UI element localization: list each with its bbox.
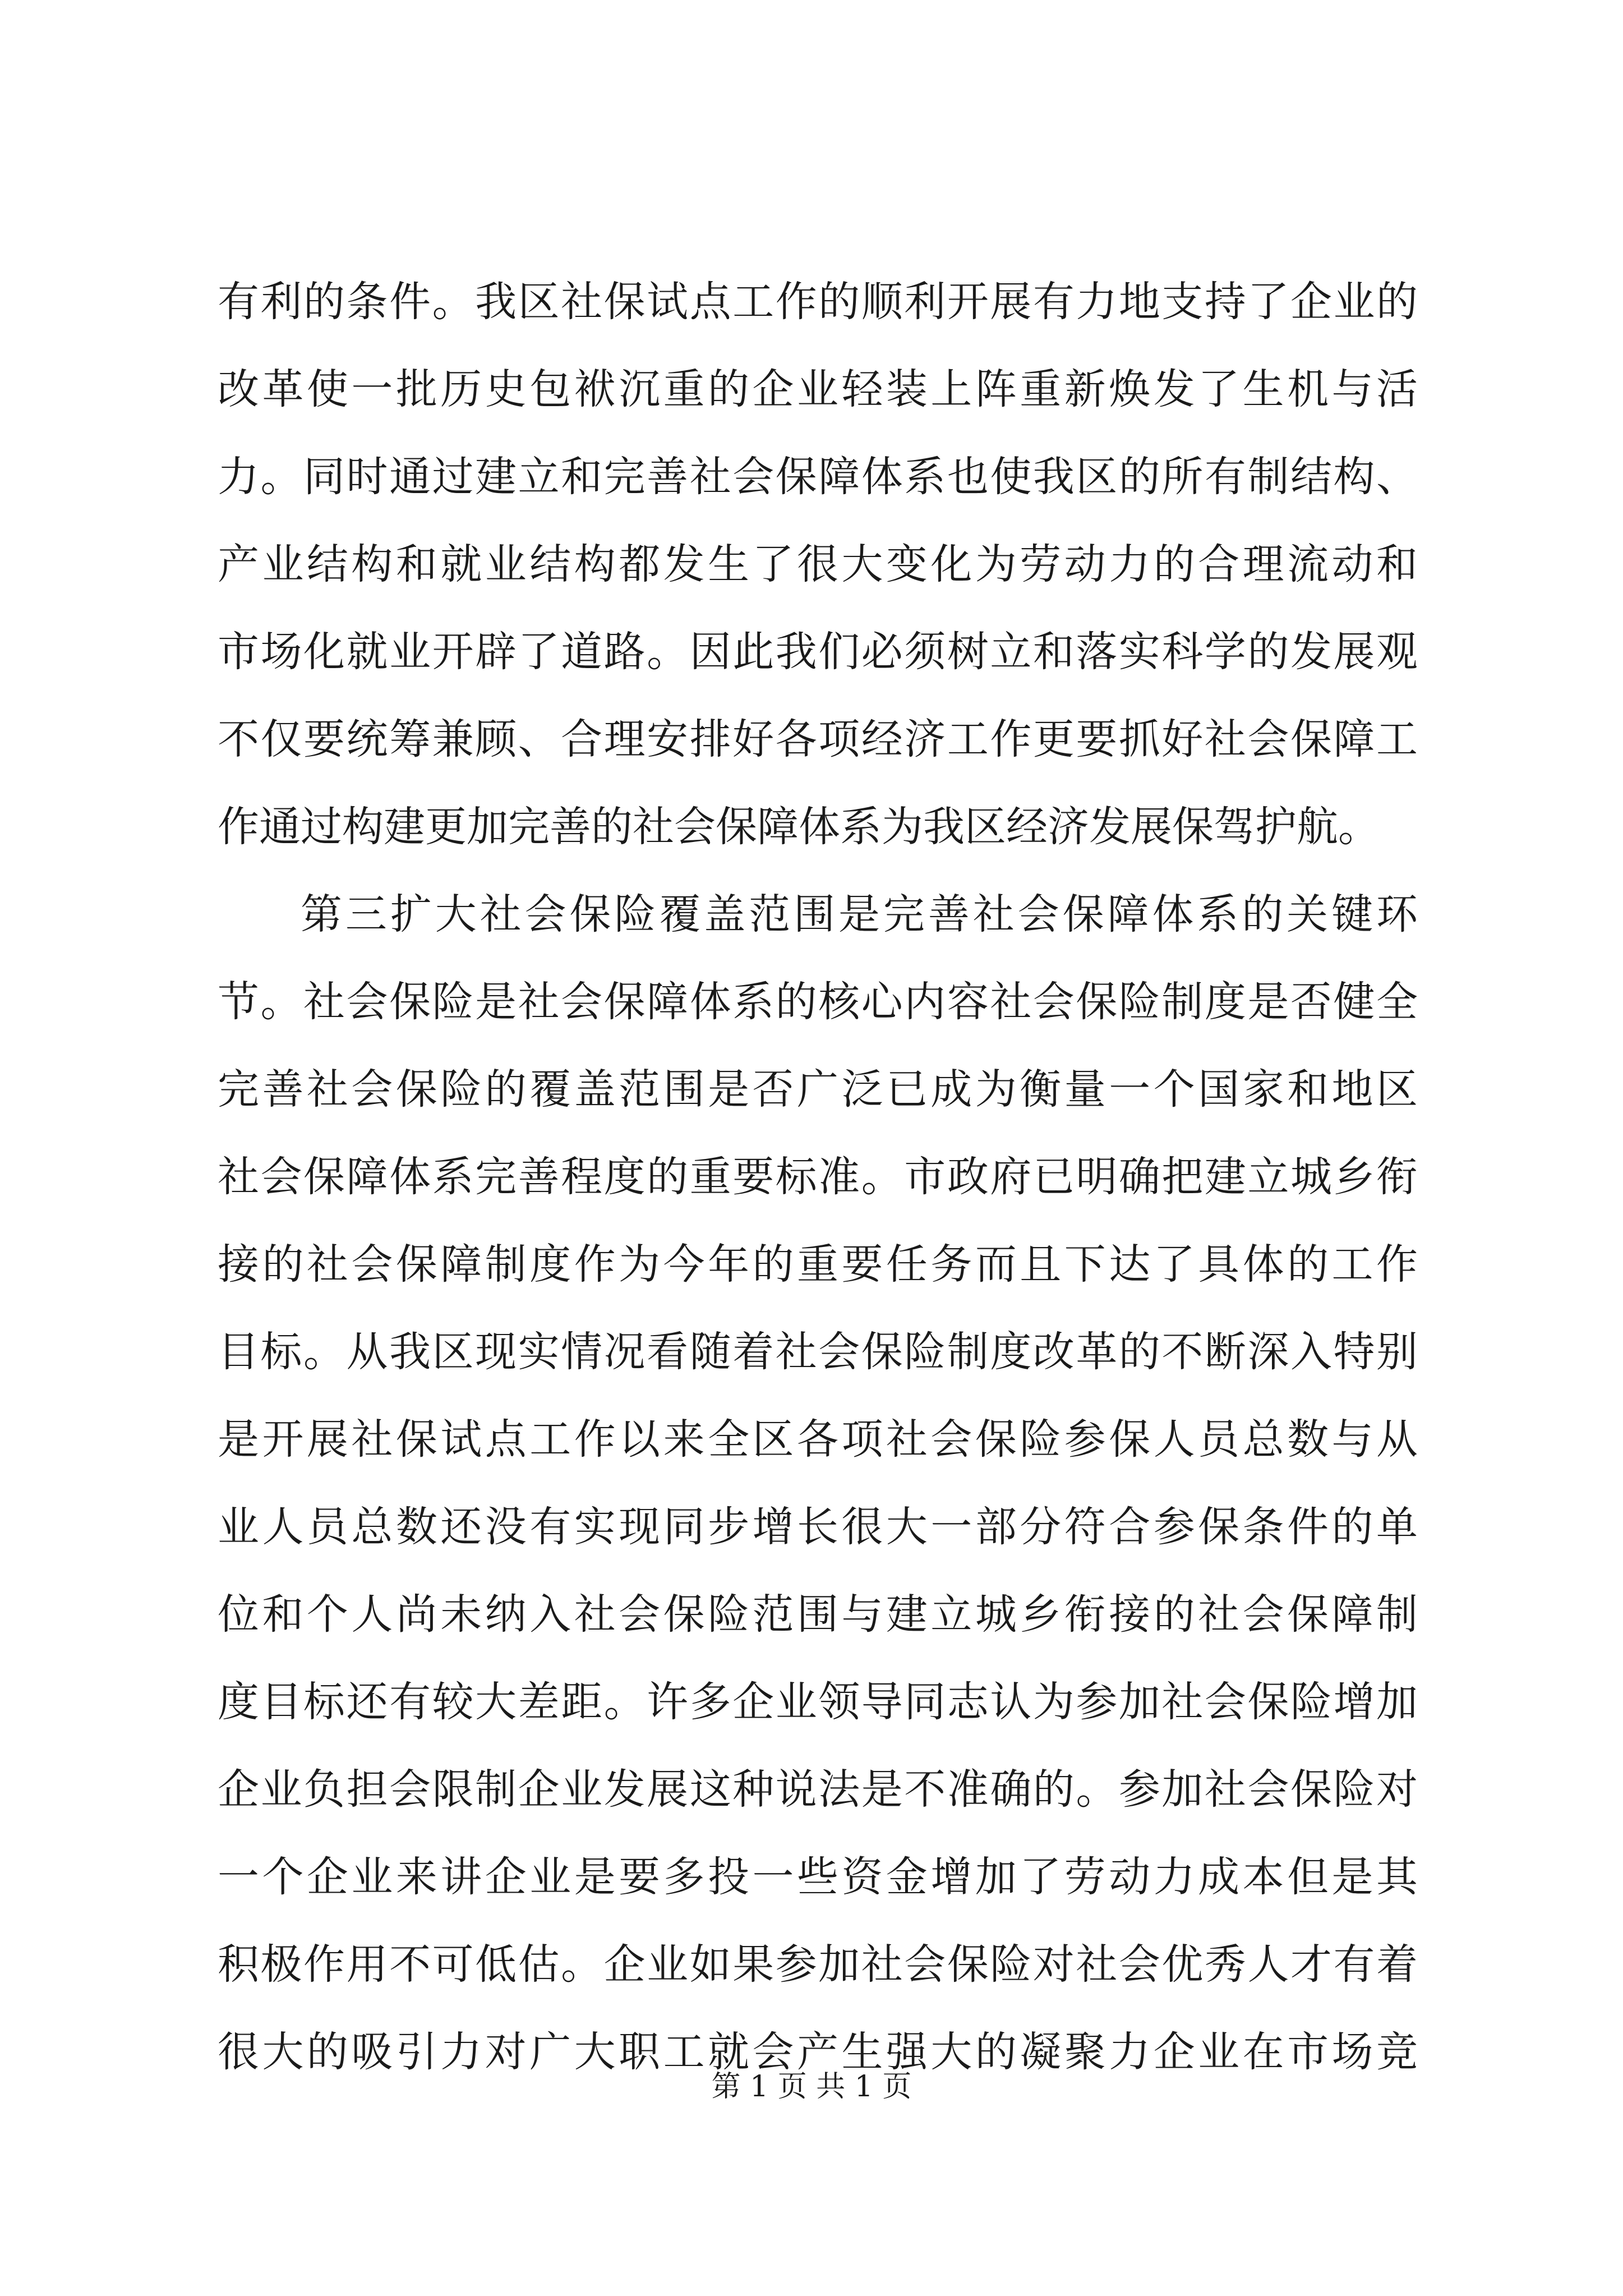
text-line: 社会保障体系完善程度的重要标准。市政府已明确把建立城乡衔 bbox=[218, 1153, 1418, 1201]
text-line: 积极作用不可低估。企业如果参加社会保险对社会优秀人才有着 bbox=[218, 1940, 1418, 1989]
text-line: 改革使一批历史包袱沉重的企业轻装上阵重新焕发了生机与活 bbox=[218, 365, 1418, 413]
text-line: 目标。从我区现实情况看随着社会保险制度改革的不断深入特别 bbox=[218, 1328, 1418, 1376]
text-line: 位和个人尚未纳入社会保险范围与建立城乡衔接的社会保障制 bbox=[218, 1590, 1418, 1639]
text-line: 产业结构和就业结构都发生了很大变化为劳动力的合理流动和 bbox=[218, 540, 1418, 588]
text-line: 不仅要统筹兼顾、合理安排好各项经济工作更要抓好社会保障工 bbox=[218, 715, 1418, 763]
text-line: 完善社会保险的覆盖范围是否广泛已成为衡量一个国家和地区 bbox=[218, 1065, 1418, 1114]
text-line: 节。社会保险是社会保障体系的核心内容社会保险制度是否健全 bbox=[218, 978, 1418, 1026]
text-line: 企业负担会限制企业发展这种说法是不准确的。参加社会保险对 bbox=[218, 1765, 1418, 1814]
body-text bbox=[218, 258, 1418, 2096]
text-line: 业人员总数还没有实现同步增长很大一部分符合参保条件的单 bbox=[218, 1503, 1418, 1551]
text-line: 力。同时通过建立和完善社会保障体系也使我区的所有制结构、 bbox=[218, 453, 1418, 501]
page-number-footer: 第 1 页 共 1 页 bbox=[711, 2070, 912, 2104]
paragraph-first-line: 第三扩大社会保险覆盖范围是完善社会保障体系的关键环 bbox=[301, 890, 1418, 938]
text-line: 接的社会保障制度作为今年的重要任务而且下达了具体的工作 bbox=[218, 1240, 1418, 1289]
text-line: 一个企业来讲企业是要多投一些资金增加了劳动力成本但是其 bbox=[218, 1853, 1418, 1901]
text-line: 有利的条件。我区社保试点工作的顺利开展有力地支持了企业的 bbox=[218, 278, 1418, 326]
text-line: 是开展社保试点工作以来全区各项社会保险参保人员总数与从 bbox=[218, 1415, 1418, 1464]
text-line: 很大的吸引力对广大职工就会产生强大的凝聚力企业在市场竞 bbox=[218, 2028, 1418, 2076]
text-line: 度目标还有较大差距。许多企业领导同志认为参加社会保险增加 bbox=[218, 1678, 1418, 1726]
text-line: 市场化就业开辟了道路。因此我们必须树立和落实科学的发展观 bbox=[218, 628, 1418, 676]
text-line: 作通过构建更加完善的社会保障体系为我区经济发展保驾护航。 bbox=[218, 803, 1380, 851]
